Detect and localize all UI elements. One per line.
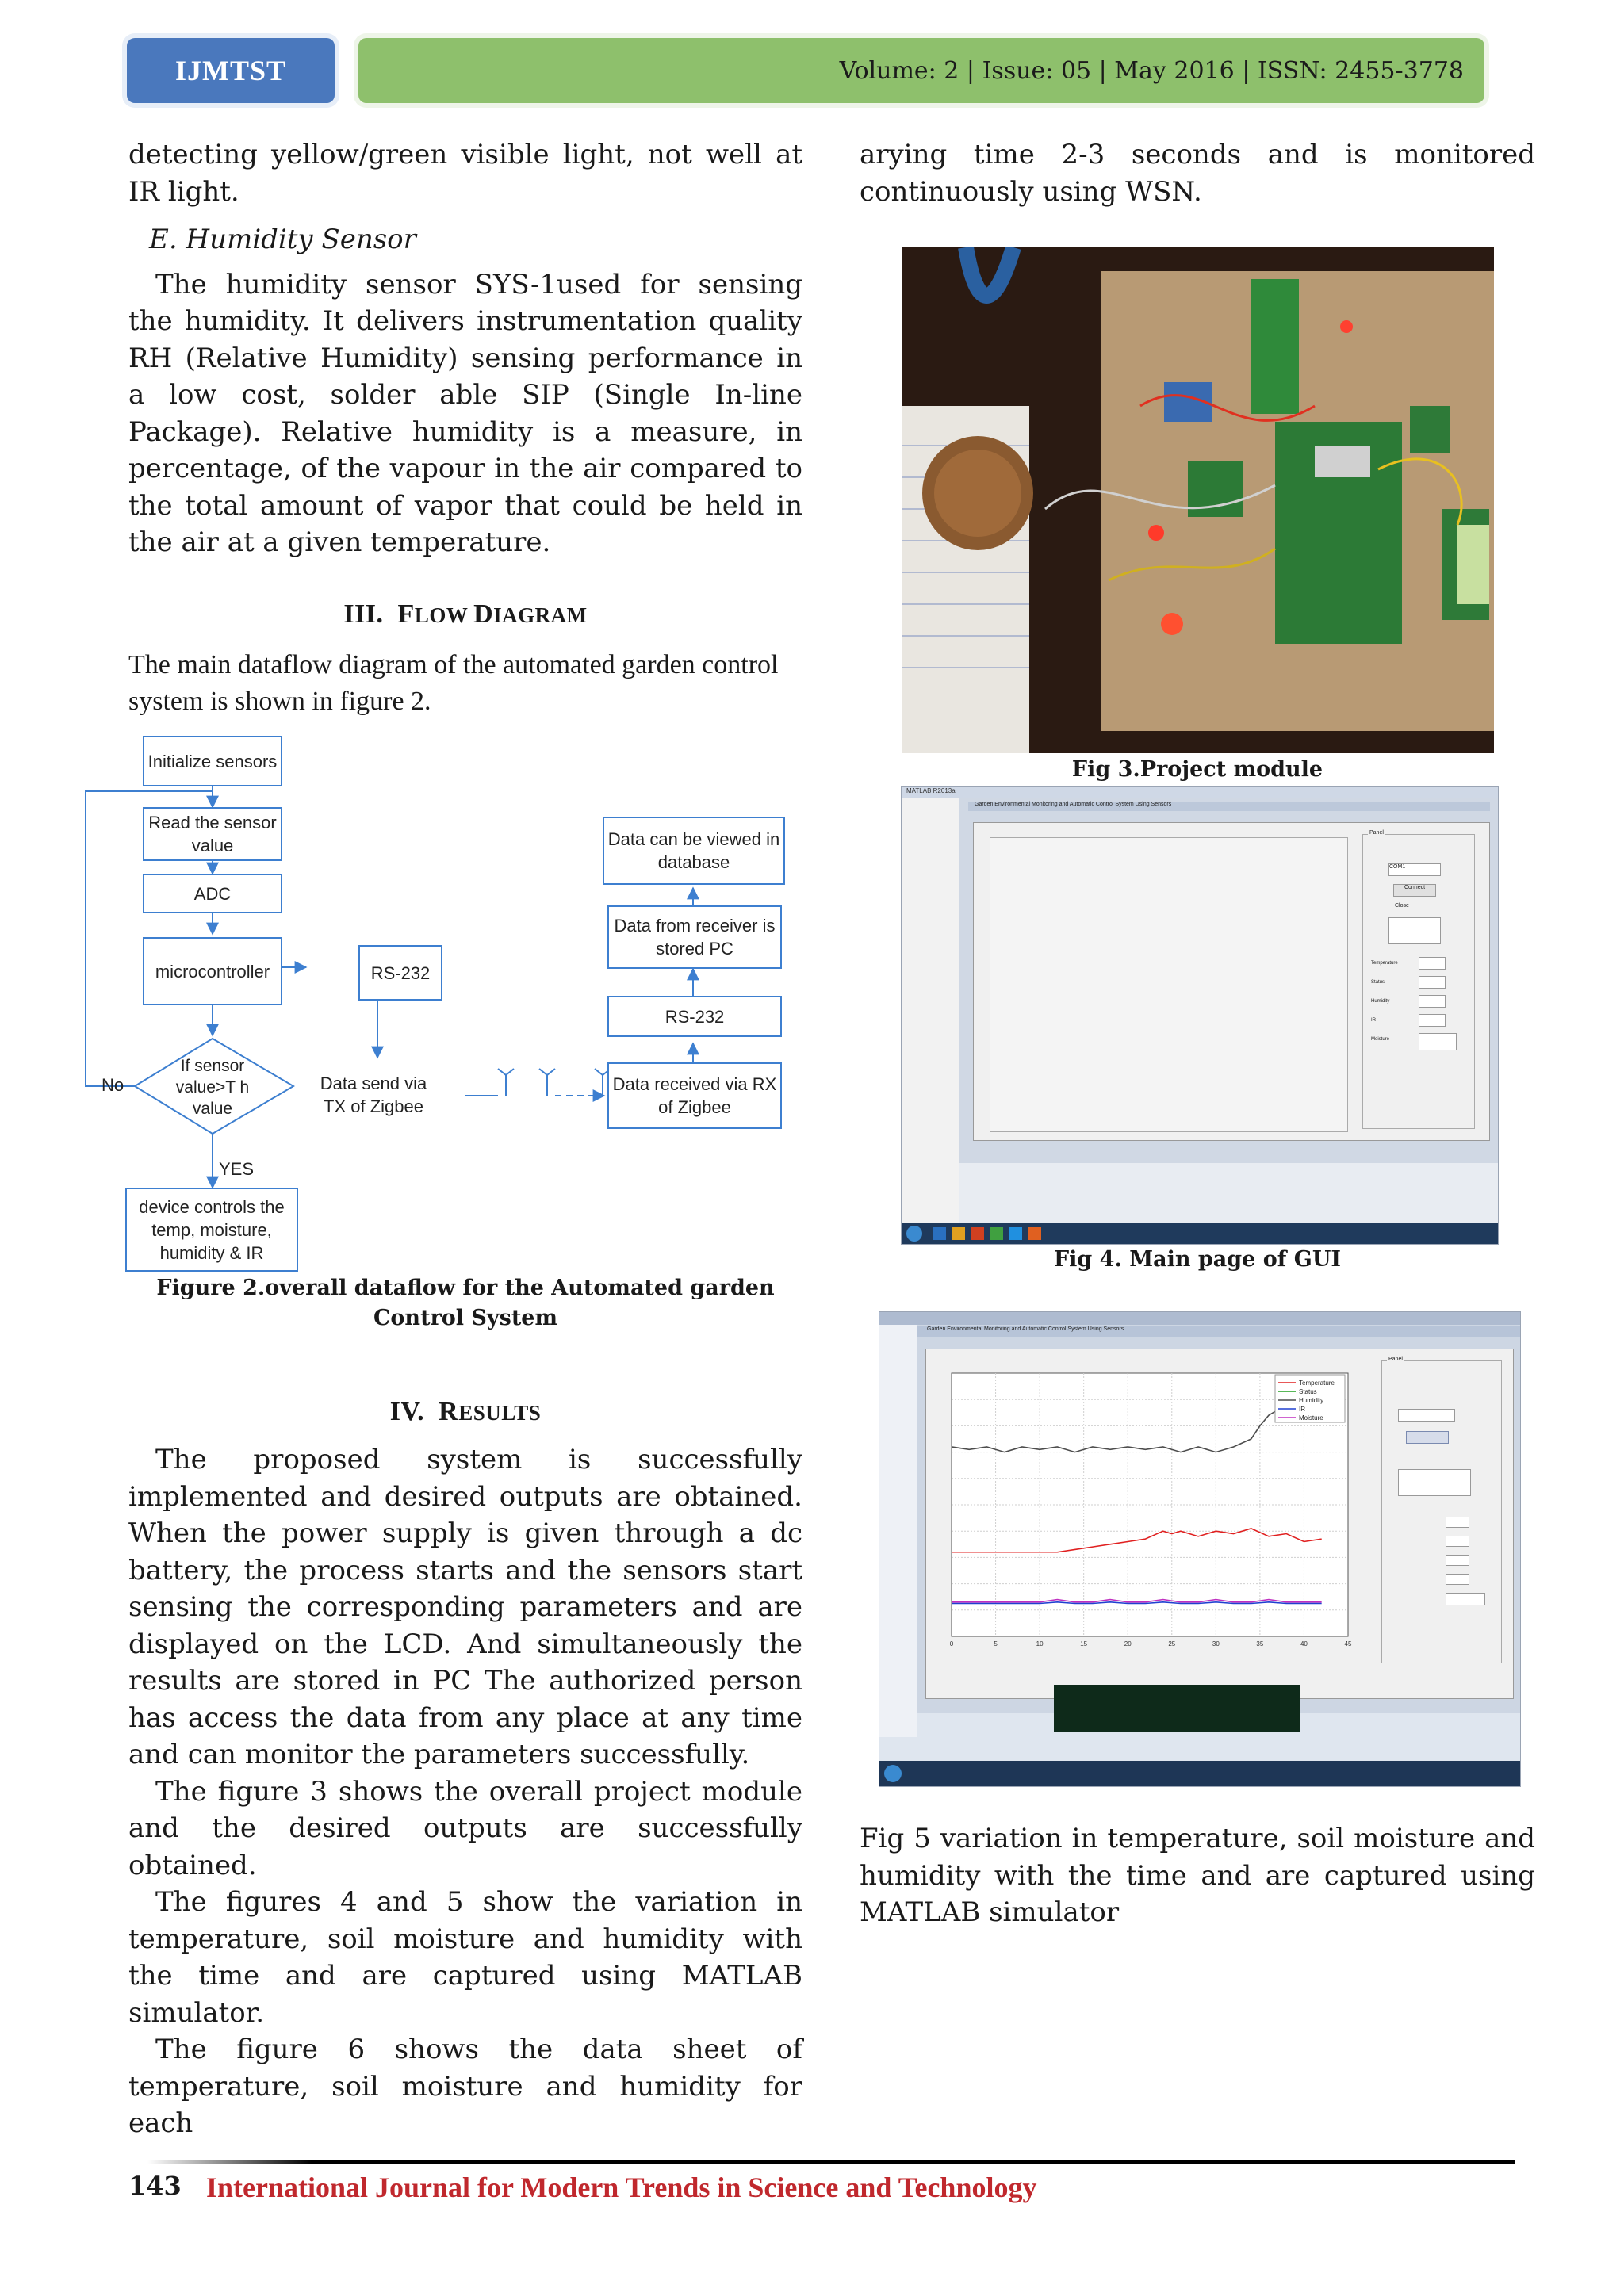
taskbar-matlab-icon[interactable] (1028, 1227, 1041, 1240)
page-number: 143 (128, 2171, 182, 2201)
gui-status-listbox-fig5[interactable] (1398, 1469, 1471, 1496)
legend-entry: Moisture (1299, 1414, 1323, 1422)
gui-humidity-value[interactable] (1419, 995, 1446, 1008)
x-tick-label: 30 (1212, 1640, 1220, 1647)
flow-microcontroller: microcontroller (143, 937, 282, 1005)
para-results-4: The figure 6 shows the data sheet of temperature, soil moisture and humidity for each (128, 2034, 802, 2139)
video-thumbnail-strip (1054, 1685, 1300, 1732)
start-orb-icon-fig5[interactable] (884, 1765, 902, 1782)
gui-close-radio[interactable]: Close (1395, 903, 1409, 909)
taskbar-folder-icon[interactable] (952, 1227, 965, 1240)
fig5-chart-screenshot (879, 1311, 1521, 1787)
results-text (128, 1441, 802, 2142)
x-tick-label: 40 (1300, 1640, 1308, 1647)
matlab-side-panel (902, 798, 959, 1226)
gui-body-fig5 (925, 1349, 1514, 1699)
journal-abbr-badge: IJMTST (127, 38, 335, 103)
gui-panel-label-fig5: Panel (1388, 1357, 1403, 1362)
taskbar-media-icon[interactable] (971, 1227, 984, 1240)
flow-rx-zigbee: Data received via RX of Zigbee (607, 1062, 782, 1129)
legend-entry: Temperature (1299, 1380, 1335, 1387)
project-module-illustration (902, 247, 1494, 753)
taskbar-chrome-icon[interactable] (990, 1227, 1003, 1240)
legend-entry: Status (1299, 1388, 1317, 1395)
para-results-3: The figures 4 and 5 show the variation in temperature, soil moisture and humidity with the time and are captured using MATLAB simulator. (128, 1886, 802, 2029)
section-heading-flow-diagram: III. FLOW DIAGRAM (343, 599, 588, 629)
windows-taskbar (902, 1223, 1498, 1244)
x-tick-label: 0 (949, 1640, 954, 1647)
fig3-project-module-photo (902, 247, 1494, 753)
flow-device-controls: device controls the temp, moisture, humidity & IR (125, 1188, 298, 1272)
legend-entry: Humidity (1299, 1397, 1324, 1404)
x-tick-label: 10 (1036, 1640, 1044, 1647)
footer-rule (147, 2160, 1515, 2164)
x-tick-label: 5 (994, 1640, 998, 1647)
gui-temp-value-fig5[interactable] (1446, 1517, 1469, 1528)
gui-panel-label: Panel (1369, 830, 1384, 836)
x-tick-label: 15 (1080, 1640, 1088, 1647)
fig3-caption: Fig 3.Project module (1071, 757, 1323, 782)
gui-port-select[interactable]: COM1 (1388, 863, 1441, 876)
flow-rs232-left: RS-232 (358, 945, 442, 1001)
gui-window-title-fig5: Garden Environmental Monitoring and Automatic Control System Using Sensors (917, 1326, 1521, 1337)
gui-humidity-value-fig5[interactable] (1446, 1555, 1469, 1566)
gui-status-listbox[interactable] (1388, 917, 1441, 944)
flow-tx-zigbee: Data send via TX of Zigbee (320, 1073, 427, 1116)
para-results-1: The proposed system is successfully implemented and desired outputs are obtained. When the power supply is given through a dc battery, the process starts and the sensors start sensing the corresponding parameters and are displayed on the LCD. And simultaneously the results are stored in PC The authorized person has access the data from any place at any time and can monitor the parameters successfully. (128, 1444, 802, 1770)
gui-moisture-value[interactable] (1419, 1033, 1457, 1050)
volume-info-banner: Volume: 2 | Issue: 05 | May 2016 | ISSN: 2455-3778 (358, 38, 1484, 103)
x-tick-label: 45 (1344, 1640, 1352, 1647)
gui-ir-value-fig5[interactable] (1446, 1574, 1469, 1585)
gui-port-select-fig5[interactable] (1398, 1409, 1455, 1422)
windows-taskbar-fig5 (879, 1761, 1520, 1786)
footer-journal-name: International Journal for Modern Trends in Science and Technology (206, 2172, 1037, 2203)
fig2-caption: Figure 2.overall dataflow for the Automated garden Control System (156, 1276, 775, 1330)
para-continued: detecting yellow/green visible light, not well at IR light. (128, 139, 802, 208)
flow-init-sensors: Initialize sensors (143, 736, 282, 786)
x-tick-label: 20 (1124, 1640, 1132, 1647)
section-heading-results: IV. RESULTS (389, 1397, 542, 1426)
left-column (128, 136, 802, 561)
flow-stored-pc: Data from receiver is stored PC (607, 905, 782, 969)
gui-panel-fig5 (1381, 1357, 1502, 1663)
para-results-2: The figure 3 shows the overall project module and the desired outputs are successfully obtained. (128, 1775, 802, 1881)
x-tick-label: 35 (1256, 1640, 1264, 1647)
subhead-humidity-sensor: E. Humidity Sensor (149, 224, 416, 255)
gui-temp-value[interactable] (1419, 957, 1446, 970)
gui-axes-area (990, 837, 1348, 1132)
gui-moisture-value-fig5[interactable] (1446, 1593, 1485, 1605)
x-tick-label: 25 (1168, 1640, 1176, 1647)
gui-status-value[interactable] (1419, 976, 1446, 989)
para-flow-intro: The main dataflow diagram of the automated garden control system is shown in figure 2. (128, 650, 779, 716)
gui-connect-button-fig5[interactable] (1406, 1431, 1449, 1444)
word-titlebar (879, 1312, 1520, 1325)
fig4-caption: Fig 4. Main page of GUI (1053, 1247, 1342, 1272)
taskbar-app-icon[interactable] (933, 1227, 946, 1240)
dataflow-diagram (79, 729, 809, 1276)
flow-no-label: No (102, 1075, 124, 1095)
gui-field-labels: Temperature Status Humidity IR Moisture (1371, 961, 1398, 1042)
para-right-top: arying time 2-3 seconds and is monitored continuously using WSN. (860, 139, 1535, 208)
taskbar-skype-icon[interactable] (1009, 1227, 1022, 1240)
matlab-titlebar: MATLAB R2013a (902, 787, 1499, 798)
gui-ir-value[interactable] (1419, 1014, 1446, 1027)
gui-panel (1362, 830, 1475, 1129)
line-chart (936, 1367, 1364, 1657)
flow-yes-label: YES (219, 1159, 255, 1179)
flow-read-sensor: Read the sensor value (143, 807, 282, 861)
word-ribbon (879, 1325, 917, 1737)
gui-connect-button[interactable]: Connect (1393, 884, 1436, 897)
flow-decision: If sensor value>T h value (175, 1056, 250, 1118)
fig5-caption: Fig 5 variation in temperature, soil moisture and humidity with the time and are captured using MATLAB simulator (860, 1823, 1535, 1928)
para-humidity-sensor: The humidity sensor SYS-1used for sensing the humidity. It delivers instrumentation quality RH (Relative Humidity) sensing performance in a low cost, solder able SIP (Single In-line Package). Relative humidity is a measure, in percentage, of the vapour in the air compared to the total amount of vapor that could be held in the air at a given temperature. (128, 268, 802, 558)
gui-window (959, 798, 1498, 1163)
legend-entry: IR (1299, 1406, 1305, 1413)
gui-body (973, 822, 1490, 1141)
gui-status-value-fig5[interactable] (1446, 1536, 1469, 1547)
flow-rs232-right: RS-232 (607, 996, 782, 1037)
gui-window-title: Garden Environmental Monitoring and Automatic Control System Using Sensors (968, 802, 1490, 811)
flow-adc: ADC (143, 874, 282, 913)
start-orb-icon[interactable] (906, 1226, 922, 1242)
fig4-gui-screenshot (901, 786, 1499, 1245)
gui-window-fig5 (917, 1325, 1520, 1713)
flow-viewed-database: Data can be viewed in database (603, 817, 785, 885)
